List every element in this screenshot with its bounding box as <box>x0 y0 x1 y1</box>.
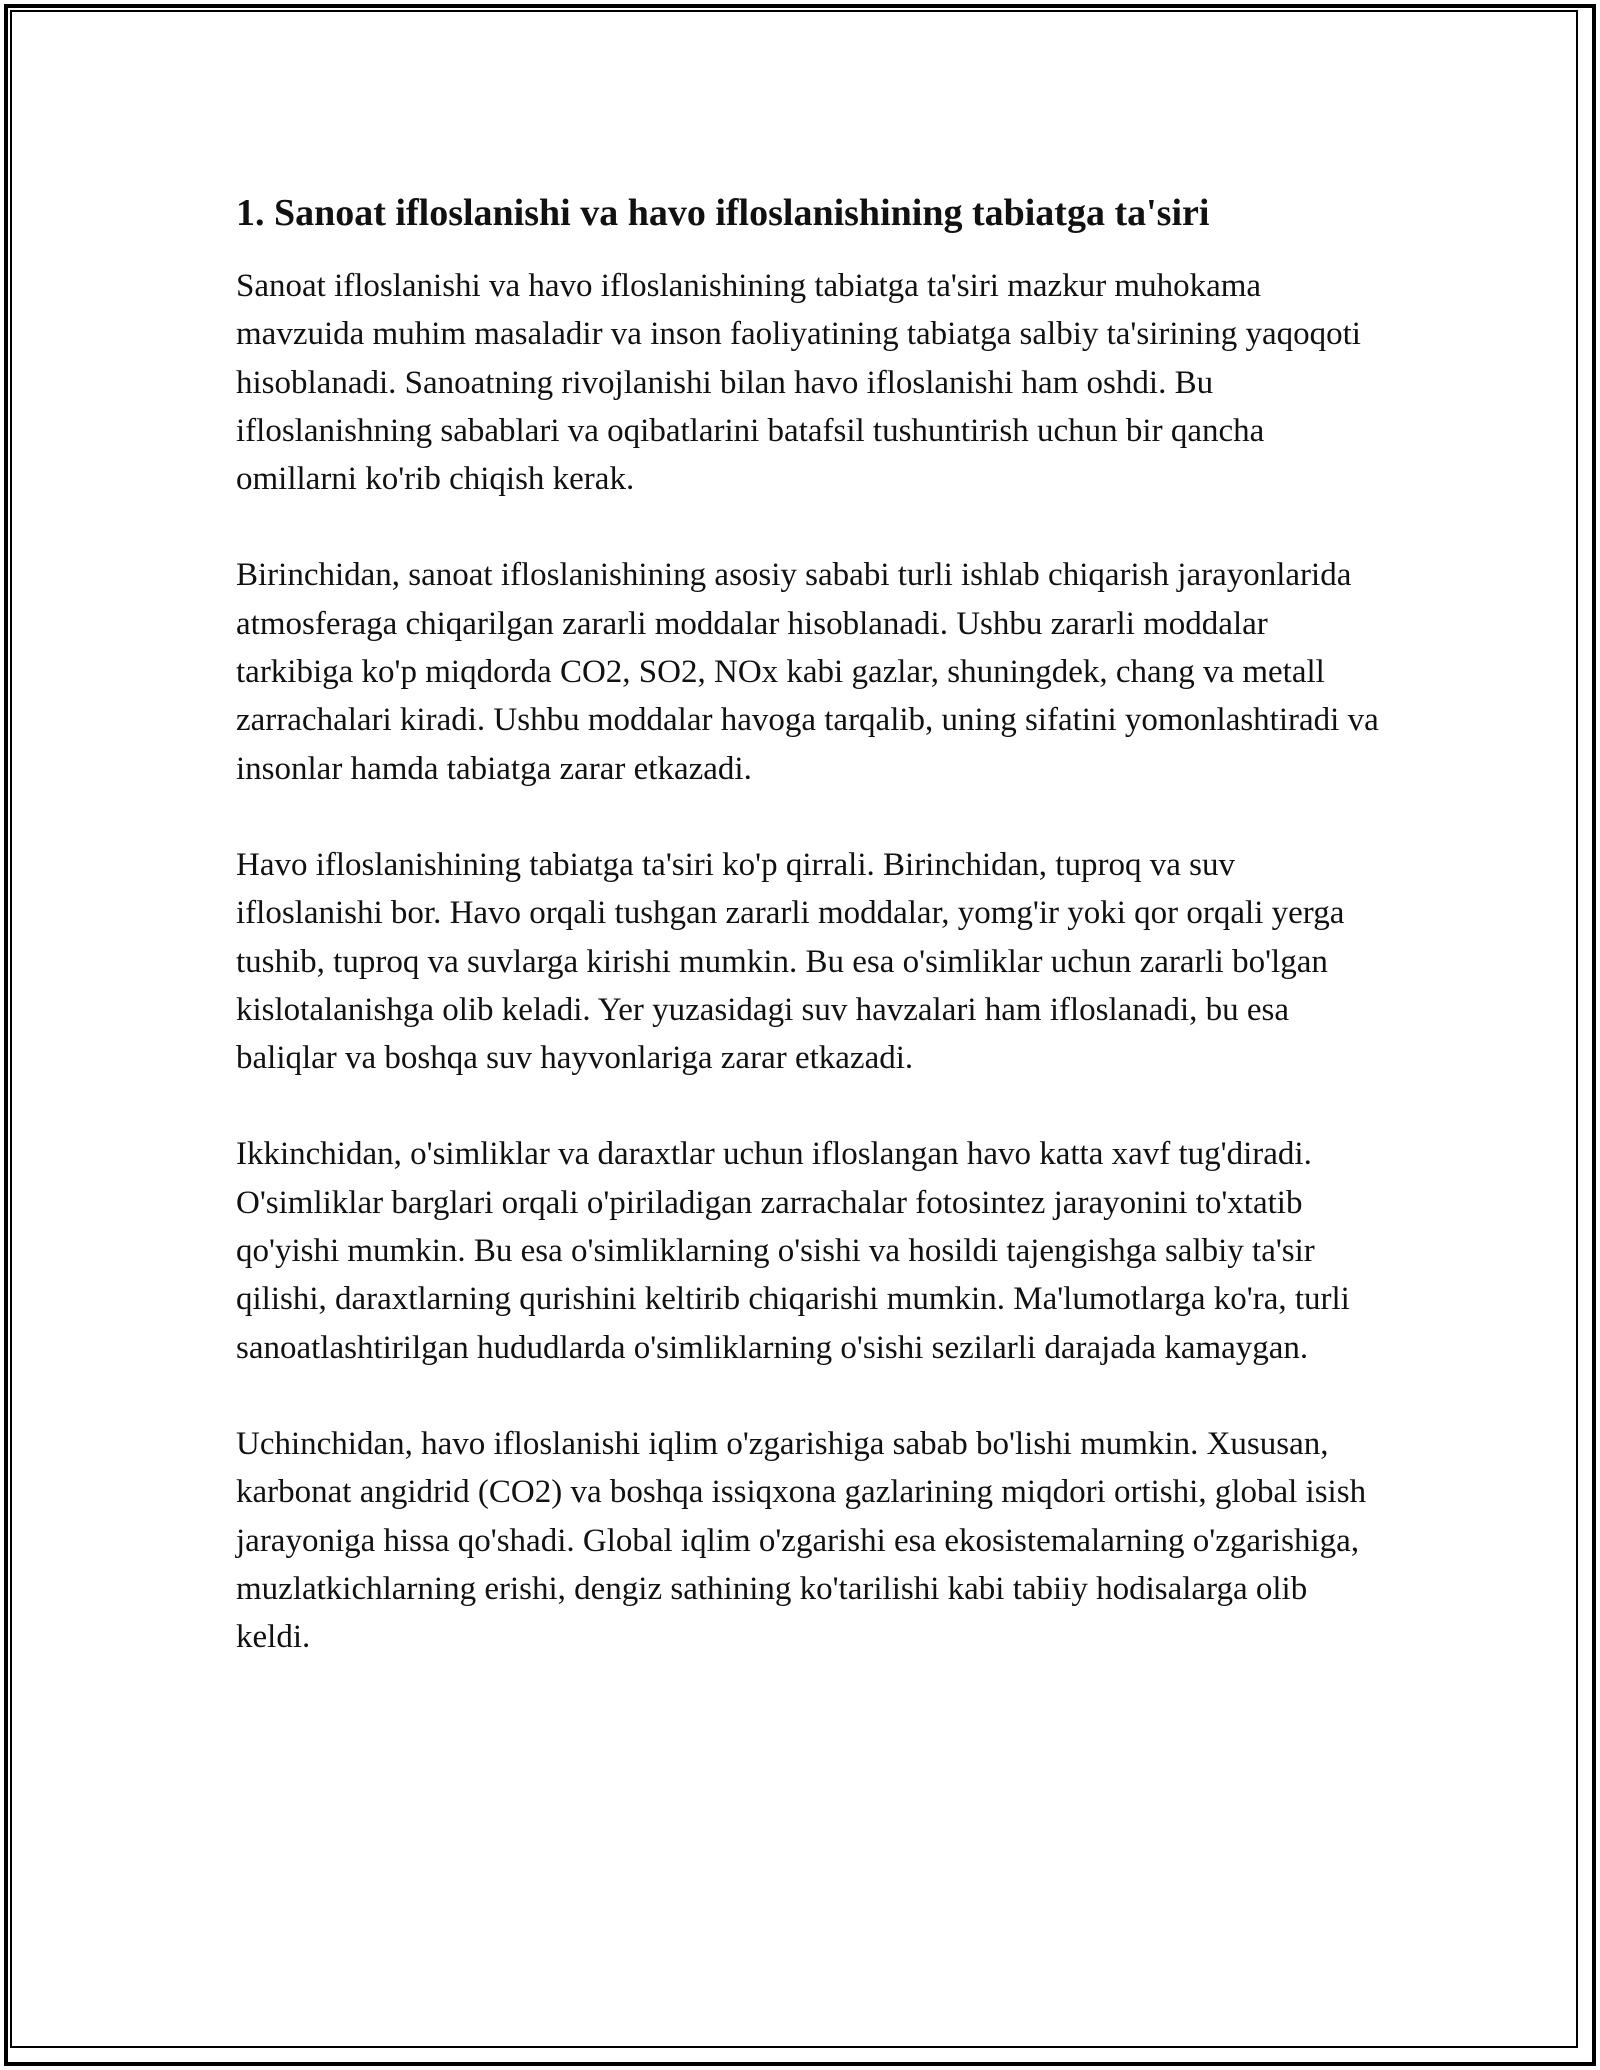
paragraph-intro: Sanoat ifloslanishi va havo ifloslanishining tabiatga ta'siri mazkur muhokama mavzuida muhim masaladir va inson faoliyatining tabiatga salbiy ta'sirining yaqoqoti hisoblanadi. Sanoatning rivojlanishi bilan havo ifloslanishi ham oshdi. Bu ifloslanishning sabablari va oqibatlarini batafsil tushuntirish uchun bir qancha omillarni ko'rib chiqish kerak. <box>236 268 1361 498</box>
paragraph-plants-trees: Ikkinchidan, o'simliklar va daraxtlar uchun ifloslangan havo katta xavf tug'diradi. O'simliklar barglari orqali o'piriladigan zarrachalar fotosintez jarayonini to'xtatib qo'yishi mumkin. Bu esa o'simliklarning o'sishi va hosildi tajengishga salbiy ta'sir qilishi, daraxtlarning qurishini keltirib chiqarishi mumkin. Ma'lumotlarga ko'ra, turli sanoatlashtirilgan hududlarda o'simliklarning o'sishi sezilarli darajada kamaygan. <box>236 1136 1350 1366</box>
paragraph-climate-change: Uchinchidan, havo ifloslanishi iqlim o'zgarishiga sabab bo'lishi mumkin. Xususan, karbonat angidrid (CO2) va boshqa issiqxona gazlarining miqdori ortishi, global isish jarayoniga hissa qo'shadi. Global iqlim o'zgarishi esa ekosistemalarning o'zgarishiga, muzlatkichlarning erishi, dengiz sathining ko'tarilishi kabi tabiiy hodisalarga olib keldi. <box>236 1425 1367 1656</box>
section-heading: 1. Sanoat ifloslanishi va havo ifloslanishining tabiatga ta'siri <box>236 192 1210 234</box>
document-body <box>236 186 1386 1709</box>
paragraph-soil-water: Havo ifloslanishining tabiatga ta'siri ko'p qirrali. Birinchidan, tuproq va suv ifloslanishi bor. Havo orqali tushgan zararli moddalar, yomg'ir yoki qor orqali yerga tushib, tuproq va suvlarga kirishi mumkin. Bu esa o'simliklar uchun zararli bo'lgan kislotalanishga olib keladi. Yer yuzasidagi suv havzalari ham ifloslanadi, bu esa baliqlar va boshqa suv hayvonlariga zarar etkazadi. <box>236 846 1345 1077</box>
paragraph-first-cause: Birinchidan, sanoat ifloslanishining asosiy sababi turli ishlab chiqarish jarayonlarida atmosferaga chiqarilgan zararli moddalar hisoblanadi. Ushbu zararli moddalar tarkibiga ko'p miqdorda CO2, SO2, NOx kabi gazlar, shuningdek, chang va metall zarrachalari kiradi. Ushbu moddalar havoga tarqalib, uning sifatini yomonlashtiradi va insonlar hamda tabiatga zarar etkazadi. <box>236 557 1379 787</box>
